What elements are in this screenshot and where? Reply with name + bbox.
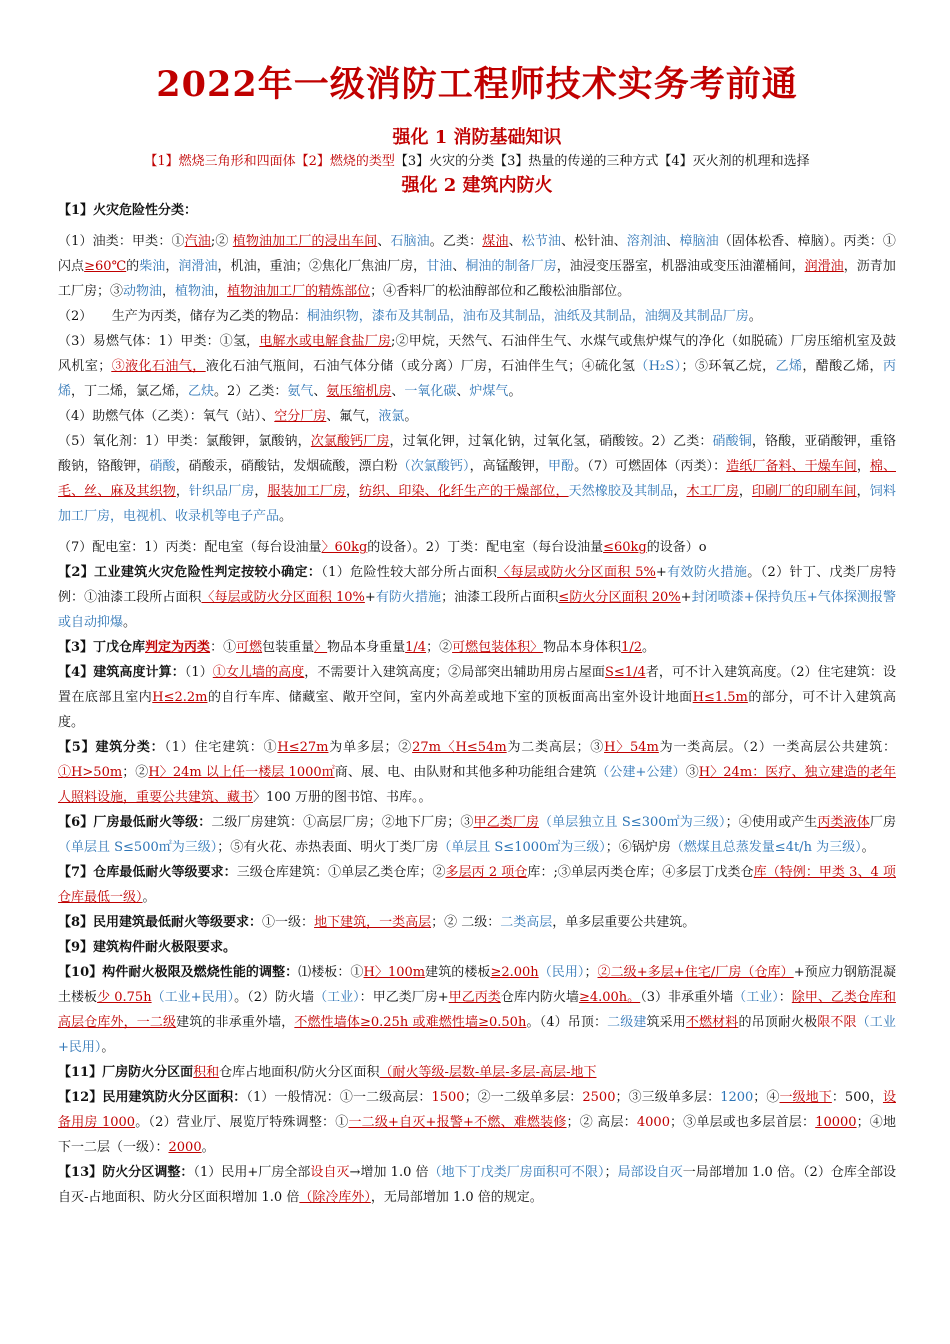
paragraph [58,910,896,935]
document-title: 2022年一级消防工程师技术实务考前通 [156,64,798,105]
text-run: （1） [184,665,213,680]
paragraph [58,329,896,404]
text-run: ；② 二级： [431,915,501,930]
text-run: （7）配电室：1）丙类：配电室（每台设油量 [58,540,322,555]
text-run: 限不限 [817,1015,857,1030]
text-run: 。 [508,384,522,399]
text-run: 针织品厂房 [188,484,255,499]
text-run: 【1】火灾危险性分类： [58,203,198,218]
text-run: 柴油 [139,259,166,274]
text-run: H〉24m 以上任一楼层 1000㎡ [148,765,335,780]
text-run: ；⑤环氧乙烷， [681,359,776,374]
section-1-topics [58,152,896,172]
paragraph [58,1060,896,1085]
text-run: 一二级+自灭+报警+不燃、难燃装修 [348,1115,567,1130]
text-run: （单层独立且 S≤300㎡为三级） [539,815,726,830]
text-run: （燃煤且总蒸发量≤4t/h 为三级） [670,840,862,855]
text-run: 樟脑油 [679,234,719,249]
section-heading-1: 强化 1 消防基础知识 [392,127,562,148]
text-run: 植物油加工厂的精炼部位 [227,284,371,299]
text-run: ≥60℃ [84,259,127,274]
text-run: ；⑥锅炉房 [605,840,671,855]
text-run: ，沥青加工厂房；③ [58,259,896,299]
paragraph [58,635,896,660]
text-run: （工业+民用） [58,1015,896,1055]
text-run: 天然橡胶及其制品 [568,484,674,499]
text-run: 的部分，可不计入建筑高度。 [58,690,896,730]
text-run: ， [162,284,176,299]
text-run: ，高锰酸钾， [469,459,548,474]
text-run: 甲酚 [547,459,575,474]
text-run: ， [175,484,189,499]
text-run: ；② 高层： [566,1115,637,1130]
text-run: ①女儿墙的高度 [212,665,305,680]
paragraph [58,860,896,910]
text-run: ， [738,484,752,499]
text-run: ≥2.00h [490,965,539,980]
text-run: （1）一般情况：①一二级高层： [246,1090,432,1105]
text-run: 甲乙类厂房 [473,815,540,830]
text-run: （1）民用+厂房全部 [193,1165,311,1180]
text-run: +预应力钢筋混凝土楼板 [58,965,896,1005]
text-run: 纺织、印染、化纤生产的干燥部位， [359,484,569,499]
text-run: 1/4 [405,640,427,655]
text-run: 、 [508,234,522,249]
text-run: 。 [642,640,656,655]
text-run: 、 [391,384,405,399]
text-run: 松节油 [521,234,562,249]
text-run: 的吊顶耐火极 [738,1015,818,1030]
text-run: 者，可不计入建筑高度。（2）住宅建筑：设置在底部且室内 [58,665,896,705]
text-run: H〉54m [604,740,659,755]
text-run: 。2）乙类： [214,384,288,399]
text-run: 一级地下 [779,1090,832,1105]
text-run: 。（2）营业厅、展览厅特殊调整：① [135,1115,349,1130]
text-run: 1/2 [621,640,643,655]
text-run: （1）危险性较大部分所占面积 [321,565,498,580]
text-run: + [364,590,376,605]
text-run: 硝酸 [149,459,176,474]
text-run: ；③单层或也多层首层： [669,1115,816,1130]
text-run: ， [214,284,228,299]
text-run: ：① [210,640,237,655]
text-run: 。（7）可燃固体（丙类）： [574,459,727,474]
paragraph [58,1085,896,1160]
text-run: 【7】仓库最低耐火等级要求： [58,865,237,880]
text-run: ③液化石油气， [111,359,206,374]
text-run: ；⑤有火花、赤热表面、明火丁类厂房 [217,840,439,855]
text-run: ；② [122,765,149,780]
text-run: 【13】防火分区调整： [58,1165,194,1180]
text-run: ；④地下一二层（一级）： [58,1115,896,1155]
paragraph [58,1160,896,1210]
text-run: 仓库内防火墙 [500,990,579,1005]
text-run: 的设备）。2）丁类：配电室（每台设油量 [367,540,604,555]
text-run: 〉100 万册的图书馆、书库。。 [253,790,432,805]
text-run: 厂房 [869,815,896,830]
text-run: + [655,565,667,580]
text-run: 地下建筑，一类高层 [314,915,432,930]
text-run: 植物油加工厂的浸出车间 [232,234,378,249]
text-run: 。 [748,309,762,324]
text-run: 物品本身重量 [327,640,406,655]
text-run: （耐火等级-层数-单层-多层-高层-地下 [379,1065,597,1080]
text-run: H≤1.5m [692,690,748,705]
text-run: （1）油类：甲类：① [58,234,185,249]
text-run: ②二级+多层+住宅/厂房（仓库） [597,965,794,980]
text-run: 。 [201,1140,215,1155]
text-run: ，丁二烯，氯乙烯， [71,384,189,399]
text-run: ;② [210,234,233,249]
text-run: 多层丙 2 项仓 [445,865,528,880]
text-run: 石脑油 [390,234,430,249]
section-2-body [58,198,896,1210]
text-run: 汽油 [184,234,211,249]
text-run: （除冷库外） [299,1190,371,1205]
text-run: ，铬酸，亚硝酸钾，重铬酸钠，铬酸钾， [58,434,896,474]
paragraph [58,404,896,429]
text-run: 物品本身体积 [543,640,622,655]
text-run: 积和 [193,1065,220,1080]
text-run: 可燃包装体积〉 [452,640,544,655]
text-run: ：500， [831,1090,883,1105]
text-run: 。乙类： [429,234,483,249]
text-run: （4）助燃气体（乙类）：氧气（站）、 [58,409,275,424]
text-run: H〉24m：医疗、独立建造的老年人照料设施，重要公共建筑、藏书 [58,765,896,805]
text-run: 印刷厂的印刷车间 [751,484,857,499]
paragraph [58,535,896,560]
text-run: （工业+民用） [151,990,235,1005]
text-run: ：甲乙类厂房+ [359,990,449,1005]
text-run: 局部设自灭 [617,1165,683,1180]
text-run: 。（4）吊顶： [526,1015,608,1030]
text-run: 三级仓库建筑：①单层乙类仓库；② [236,865,446,880]
text-run: 不燃性墙体≥0.25h 或难燃性墙≥0.50h [294,1015,527,1030]
text-run: 〈每层或防火分区面积 10% [201,590,365,605]
text-run: ， [673,484,687,499]
text-run: H≤27m [277,740,329,755]
text-run: 、 [666,234,680,249]
text-run: 27m〈H≤54m [412,740,507,755]
text-run: 。 [142,890,156,905]
text-run: 服装加工厂房 [267,484,347,499]
text-run: 润滑油 [178,259,218,274]
text-run: （固体松香、樟脑）。丙类：①闪点 [58,234,896,274]
text-run: （单层且 S≤500㎡为三级） [58,840,218,855]
text-run: 设备用房 1000 [58,1090,896,1130]
text-run: 不燃材料 [685,1015,739,1030]
text-run: 【9】建筑构件耐火极限要求。 [58,940,237,955]
text-run: 、氟气， [326,409,379,424]
text-run: ①一级： [262,915,315,930]
text-run: 判定为丙类 [145,640,211,655]
text-run: 动物油 [123,284,163,299]
text-run: 【12】民用建筑防火分区面积： [58,1090,247,1105]
paragraph [58,810,896,860]
text-run: 【5】建筑分类： [58,740,165,755]
text-run: 【2】工业建筑火灾危险性判定按较小确定： [58,565,322,580]
text-run: ，无局部增加 1.0 倍的规定。 [370,1190,543,1205]
text-run: 包装重量 [262,640,315,655]
text-run: 为单多层；② [328,740,413,755]
text-run: ， [856,484,870,499]
text-run: 。 [404,409,418,424]
text-run: ≤防火分区面积 20% [558,590,681,605]
text-run: ③ [685,765,699,780]
text-run: 2500 [582,1090,616,1105]
text-run: 的 [126,259,140,274]
text-run: 〉60kg [321,540,368,555]
text-run: （民用） [538,965,585,980]
text-run: S≤1/4 [605,665,646,680]
text-run: 。 [123,615,137,630]
text-run: ； [584,965,598,980]
text-run: （2） 生产为丙类，储存为乙类的物品： [58,309,307,324]
text-run: 、松针油、 [561,234,627,249]
text-run: 。（2）针丁、戊类厂房特例：①油漆工段所占面积 [58,565,897,605]
text-run: 造纸厂备料、干燥车间 [726,459,857,474]
text-run: 的设备）o [646,540,707,555]
text-run: （次氯酸钙） [397,459,470,474]
text-run: ： [778,990,792,1005]
text-run: 【8】民用建筑最低耐火等级要求： [58,915,263,930]
text-run: →增加 1.0 倍 [349,1165,429,1180]
text-run: 液氯 [378,409,405,424]
paragraph [58,229,896,304]
text-run: 、 [452,259,466,274]
text-run: ；③三级单多层： [615,1090,721,1105]
paragraph [58,660,896,735]
text-run: 、 [377,234,391,249]
text-run: ，单多层重要公共建筑。 [552,915,696,930]
text-run: 炉煤气 [469,384,509,399]
text-run: 【10】构件耐火极限及燃烧性能的调整： [58,965,299,980]
text-run: 建筑的非承重外墙， [176,1015,295,1030]
text-run: H〉100m [363,965,426,980]
paragraph [58,429,896,529]
text-run: 有效防火措施 [666,565,748,580]
paragraph [58,304,896,329]
text-run: 【3】丁戊仓库 [58,640,146,655]
text-run: ≥4.00h。 [578,990,641,1005]
text-run: 溶剂油 [626,234,667,249]
text-run: 次氯酸钙厂房 [310,434,390,449]
text-run: ，油浸变压器室，机器油或变压油灌桶间， [556,259,805,274]
text-run: 二级建 [607,1015,647,1030]
text-run: 甘油 [426,259,453,274]
text-run: ≤60kg [603,540,647,555]
text-run: 电解水或电解食盐厂房 [259,334,392,349]
text-run: 一氧化碳 [404,384,457,399]
text-run: 建筑的楼板 [425,965,491,980]
text-run: 。（2）防火墙 [234,990,315,1005]
text-run: 乙烯 [775,359,803,374]
text-run: 棉、毛、丝、麻及其织物 [58,459,896,499]
text-run: 【6】厂房最低耐火等级： [58,815,212,830]
text-run: 、 [456,384,470,399]
text-run: 设自灭 [310,1165,350,1180]
text-run: ； [604,1165,618,1180]
text-run: 丙类液体 [817,815,870,830]
text-run: 封闭喷漆+保持负压+气体探测报警或自动抑爆 [58,590,896,630]
text-run: 库：;③单层丙类仓库；④多层丁戊类仓 [527,865,754,880]
text-run: 可燃 [236,640,263,655]
text-run: 库（特例：甲类 3、4 项仓库最低一级） [58,865,896,905]
text-run: （3）易燃气体：1）甲类：①氢， [58,334,260,349]
text-run: 。 [861,840,875,855]
text-run: （H₂S） [635,359,682,374]
text-run: 1200 [720,1090,754,1105]
section-heading-2: 强化 2 建筑内防火 [401,175,553,196]
text-run: ；油漆工段所占面积 [441,590,559,605]
text-run: （工业） [733,990,779,1005]
text-run: 饲料加工厂房，电视机、收录机等电子产品 [58,484,896,524]
text-run: 筑采用 [646,1015,686,1030]
text-run: ；②一二级单多层： [464,1090,583,1105]
text-run: ， [165,259,179,274]
text-run: 植物油 [175,284,215,299]
text-run: 。 [101,1040,115,1055]
paragraph [58,560,896,635]
text-run: ，不需要计入建筑高度；②局部突出辅助用房占屋面 [304,665,605,680]
text-run: 二级厂房建筑：①高层厂房；②地下厂房；③ [211,815,474,830]
text-run: 、 [313,384,327,399]
text-run: 2000 [168,1140,202,1155]
text-run: （公建+公建） [596,765,686,780]
text-run: 〈每层或防火分区面积 5% [497,565,656,580]
text-run: 1500 [431,1090,465,1105]
text-run: 桐油织物，漆布及其制品，油布及其制品，油纸及其制品，油绸及其制品厂房 [306,309,749,324]
text-run: 丙烯 [58,359,896,399]
text-run: 煤油 [482,234,509,249]
text-run: 的自行车库、储藏室、敞开空间，室内外高差或地下室的顶板面高出室外设计地面 [207,690,693,705]
text-run: ，硝酸汞，硝酸钴，发烟硫酸，漂白粉 [175,459,398,474]
paragraph [58,735,896,810]
text-run: 10000 [815,1115,857,1130]
text-run: ⑴楼板：① [298,965,364,980]
text-run: + [680,590,692,605]
text-run: ；④ [753,1090,780,1105]
text-run: （单层且 S≤1000㎡为三级） [438,840,606,855]
text-run: 【11】厂房防火分区面 [58,1065,194,1080]
text-run: （1）住宅建筑：① [164,740,278,755]
text-run: 一局部增加 1.0 倍。（2）仓库全部设自灭-占地面积、防火分区面积增加 1.0 倍 [58,1165,896,1205]
text-run: （3）非承重外墙 [640,990,734,1005]
text-run: ，机油，重油；②焦化厂焦油厂房， [217,259,427,274]
text-run: 氨气 [287,384,314,399]
text-run: 【4】建筑高度计算： [58,665,185,680]
text-run: 为二类高层；③ [506,740,605,755]
text-run: 4000 [636,1115,670,1130]
text-run: ，醋酸乙烯， [802,359,883,374]
text-run: ；④使用或产生 [725,815,818,830]
text-run: ，过氧化钾，过氧化钠，过氧化氢，硝酸铵。2）乙类： [389,434,713,449]
text-run: ， [856,459,870,474]
text-run: 有防火措施 [375,590,442,605]
text-run: ；④香料厂的松油醇部位和乙酸松油脂部位。 [370,284,631,299]
text-run: 空分厂房 [274,409,327,424]
text-run: （地下丁戊类厂房面积可不限） [428,1165,605,1180]
text-run: 。 [279,509,293,524]
text-run: 氨压缩机房 [326,384,392,399]
text-run: 〉 [314,640,328,655]
text-run: 桐油的制备厂房 [465,259,557,274]
text-run: 少 0.75h [97,990,152,1005]
paragraph [58,960,896,1060]
text-run: H≤2.2m [152,690,208,705]
text-run: 为一类高层。（2）一类高层公共建筑： [658,740,897,755]
paragraph [58,935,896,960]
text-run: 液化石油气瓶间，石油气体分储（或分离）厂房，石油伴生气；④硫化氢 [205,359,636,374]
text-run: ①H>50m [58,765,123,780]
text-run: 木工厂房 [686,484,739,499]
topic-group: 【1】燃烧三角形和四面体【2】燃烧的类型 [144,154,395,169]
text-run: ；② [426,640,453,655]
text-run: （5）氧化剂：1）甲类：氯酸钾，氯酸钠， [58,434,311,449]
text-run: ;②甲烷，天然气、石油伴生气、水煤气或焦炉煤气的净化（如脱硫）厂房压缩机室及鼓风机室； [58,334,896,374]
text-run: （工业） [314,990,360,1005]
text-run: ， [346,484,360,499]
text-run: 硝酸铜 [712,434,752,449]
text-run: ， [254,484,268,499]
text-run: 润滑油 [804,259,844,274]
text-run: 商、展、电、由队财和其他多种功能组合建筑 [334,765,597,780]
text-run: 除甲、乙类仓库和高层仓库外，一二级 [58,990,896,1030]
text-run: 甲乙丙类 [448,990,501,1005]
text-run: 仓库占地面积/防火分区面积 [219,1065,380,1080]
paragraph [58,198,896,223]
topic-group: 【3】火灾的分类【3】热量的传递的三种方式【4】灭火剂的机理和选择 [394,154,810,169]
text-run: 二类高层 [500,915,553,930]
text-run: 乙炔 [188,384,215,399]
